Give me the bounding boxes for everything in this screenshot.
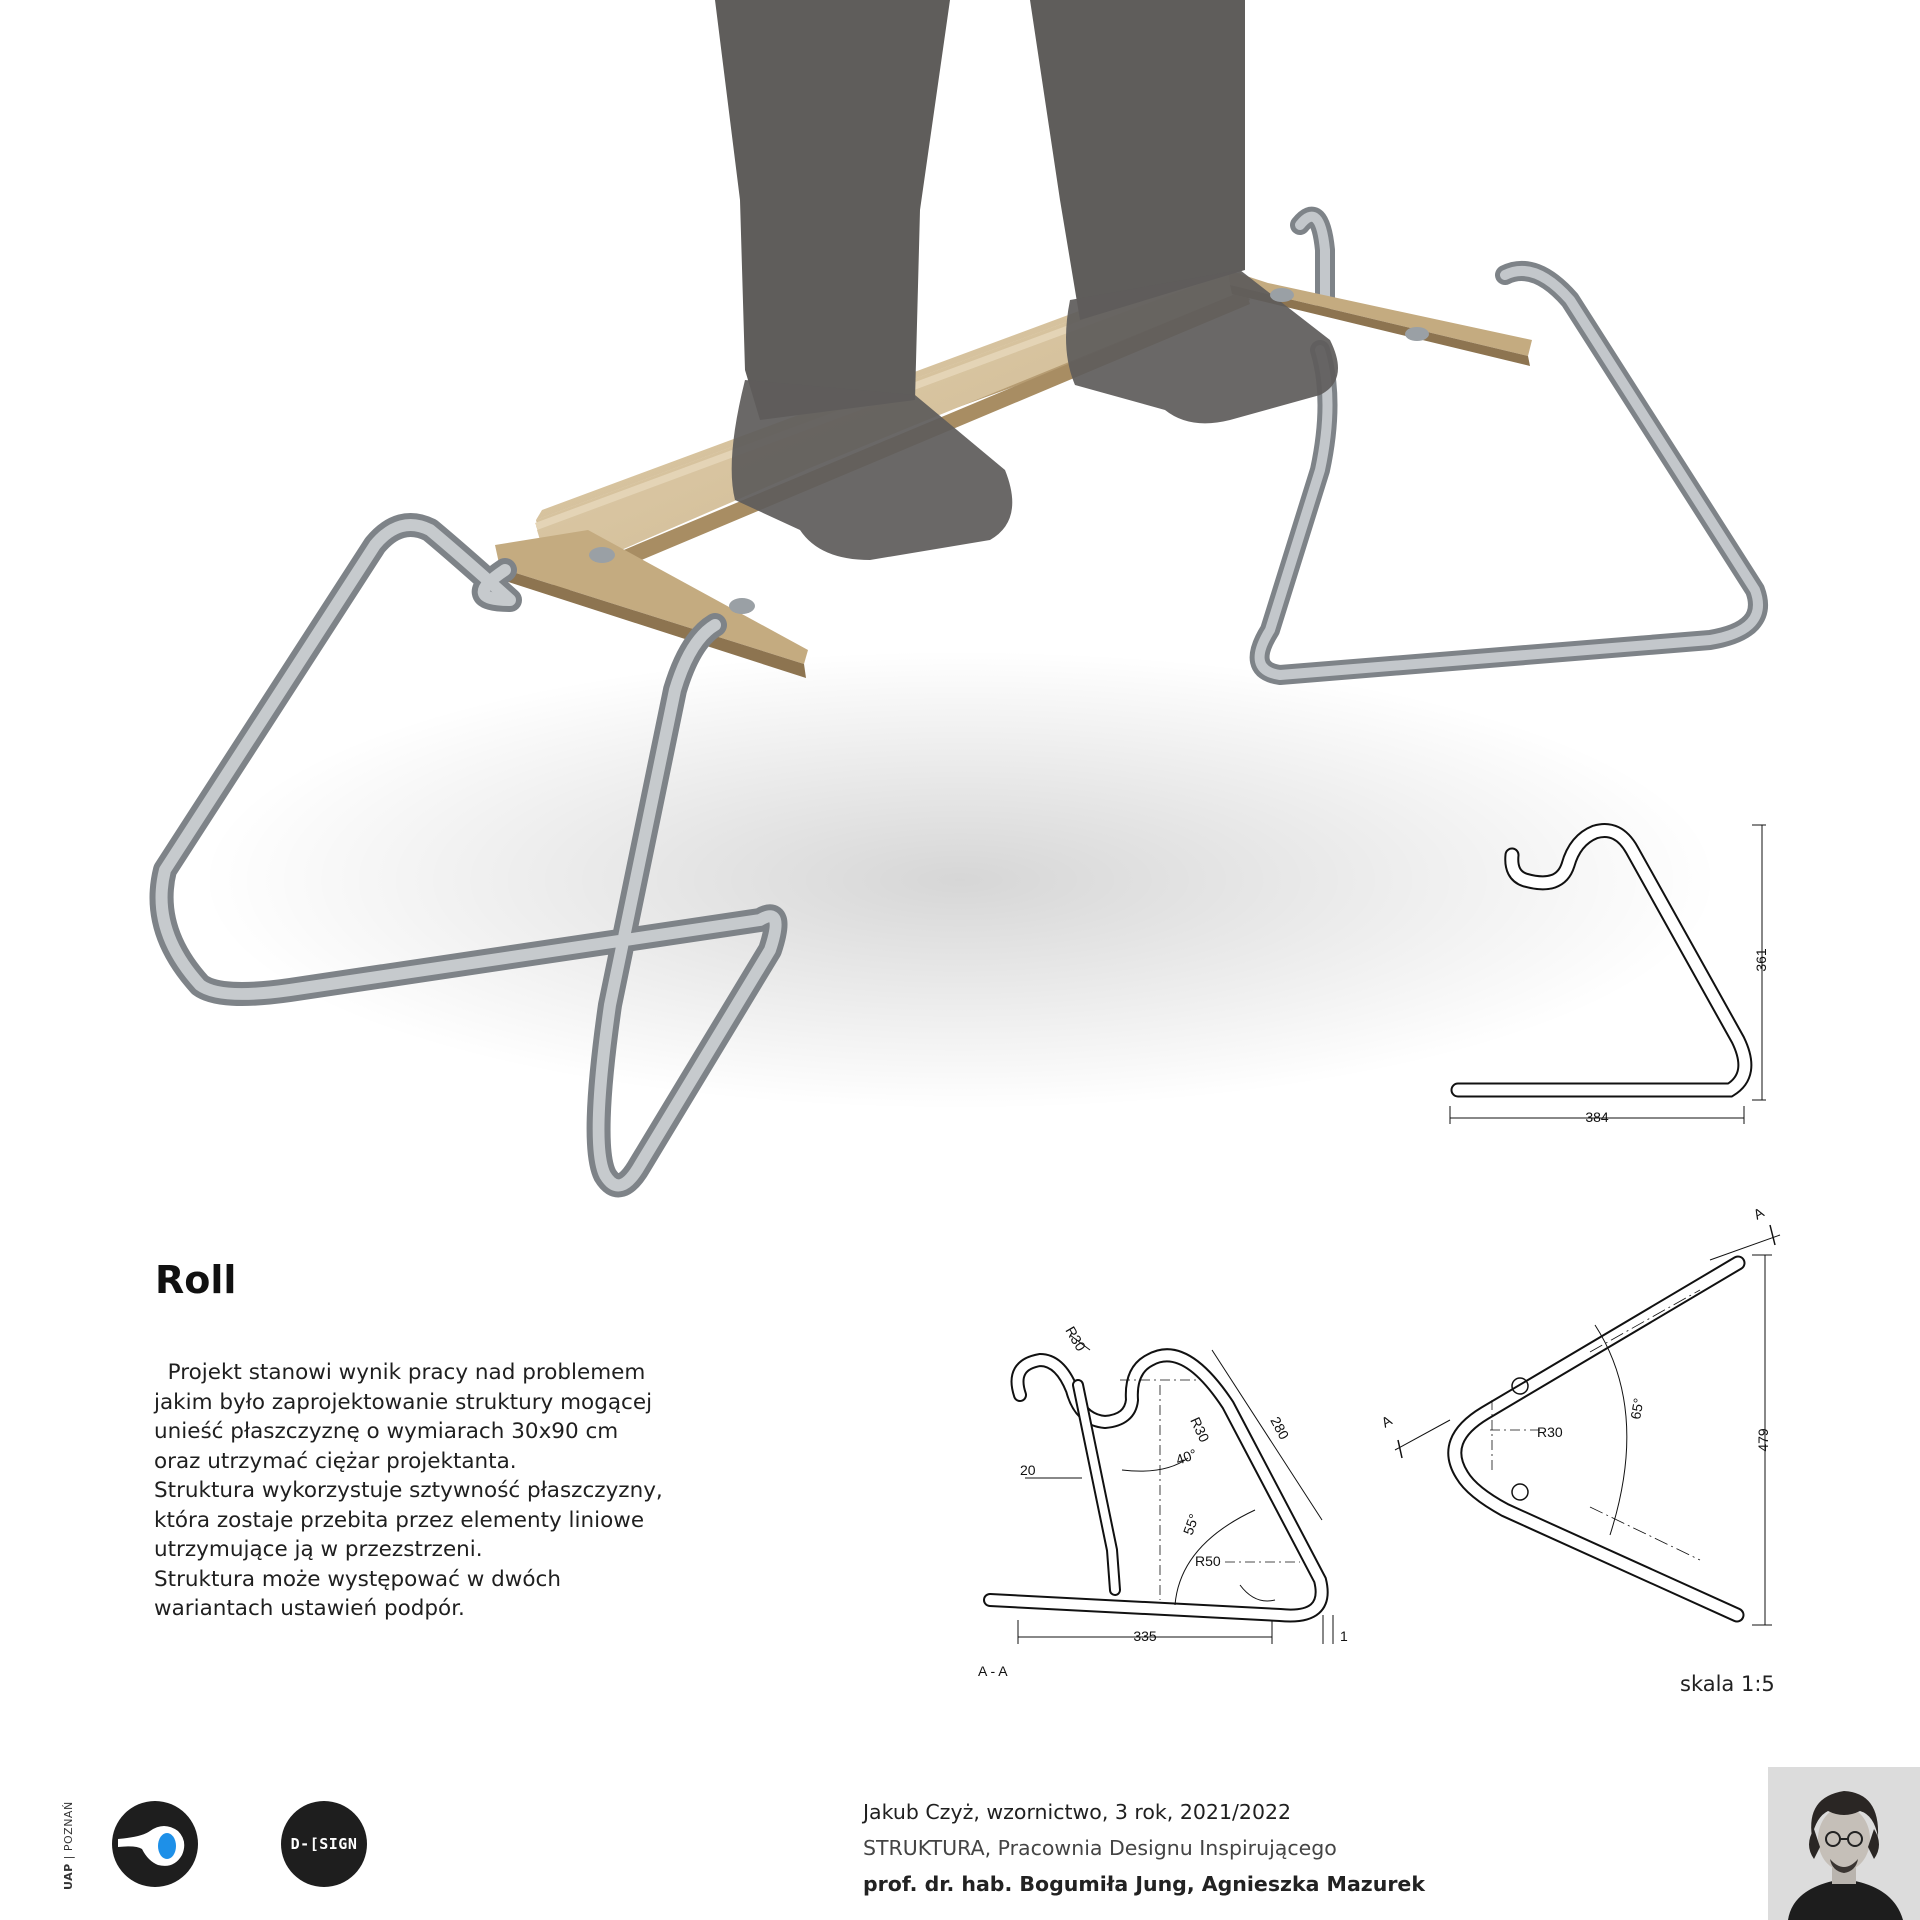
dim-angle-65: 65° bbox=[1627, 1396, 1647, 1421]
dim-20: 20 bbox=[1020, 1462, 1036, 1478]
dim-479: 479 bbox=[1755, 1428, 1771, 1452]
description-line: utrzymujące ją w przezstrzeni. bbox=[154, 1537, 483, 1562]
description-line: wariantach ustawień podpór. bbox=[154, 1596, 465, 1621]
dim-1: 1 bbox=[1340, 1628, 1348, 1644]
dim-angle-40: 40° bbox=[1173, 1445, 1199, 1468]
dim-r30-a: R30 bbox=[1062, 1323, 1090, 1354]
author-photo bbox=[1768, 1767, 1920, 1920]
description-line: jakim było zaprojektowanie struktury mogącej bbox=[154, 1389, 653, 1415]
project-description bbox=[154, 1358, 714, 1624]
drawing-side-view bbox=[1395, 1225, 1780, 1625]
dim-361: 361 bbox=[1753, 948, 1769, 972]
description-line: Struktura może występować w dwóch bbox=[154, 1566, 561, 1592]
description-line: Projekt stanowi wynik pracy nad problemem bbox=[154, 1360, 646, 1385]
dim-angle-55: 55° bbox=[1179, 1511, 1203, 1538]
dim-384: 384 bbox=[1585, 1109, 1609, 1125]
section-label: A - A bbox=[978, 1663, 1008, 1679]
description-line: która zostaje przebita przez elementy liniowe bbox=[154, 1507, 645, 1533]
marker-a-top: A bbox=[1750, 1204, 1767, 1223]
dim-r50: R50 bbox=[1195, 1553, 1221, 1569]
description-line: unieść płaszczyznę o wymiarach 30x90 cm bbox=[154, 1419, 619, 1444]
credit-studio: STRUKTURA, Pracownia Designu Inspirującego bbox=[863, 1836, 1337, 1860]
project-title: Roll bbox=[155, 1258, 237, 1302]
author-portrait-icon bbox=[1768, 1767, 1920, 1920]
uap-rest: | POZNAŃ bbox=[62, 1801, 75, 1864]
dim-r30-b: R30 bbox=[1187, 1414, 1213, 1445]
scale-label: skala 1:5 bbox=[1680, 1672, 1775, 1696]
credit-supervisors: prof. dr. hab. Bogumiła Jung, Agnieszka Mazurek bbox=[863, 1872, 1425, 1896]
drawing-section-aa bbox=[990, 1335, 1333, 1644]
uap-bold: UAP bbox=[62, 1863, 75, 1890]
marker-a-left: A bbox=[1378, 1412, 1395, 1431]
description-line: Struktura wykorzystuje sztywność płaszczyzny, bbox=[154, 1478, 663, 1503]
dim-280: 280 bbox=[1267, 1413, 1293, 1443]
floor-shadow bbox=[200, 650, 1720, 1110]
design-logo-text: D-[SIGN bbox=[290, 1835, 358, 1853]
uap-poznan-label bbox=[62, 1801, 75, 1890]
description-line: oraz utrzymać ciężar projektanta. bbox=[154, 1448, 517, 1474]
tube-frame-back bbox=[1260, 217, 1758, 675]
credit-author: Jakub Czyż, wzornictwo, 3 rok, 2021/2022 bbox=[863, 1800, 1292, 1824]
credits bbox=[863, 1794, 1425, 1902]
dim-335: 335 bbox=[1133, 1628, 1157, 1644]
dim-r30-side: R30 bbox=[1537, 1424, 1563, 1440]
person-silhouette bbox=[715, 0, 1338, 560]
design-logo-icon bbox=[281, 1801, 367, 1887]
uap-logo-icon bbox=[112, 1801, 198, 1887]
